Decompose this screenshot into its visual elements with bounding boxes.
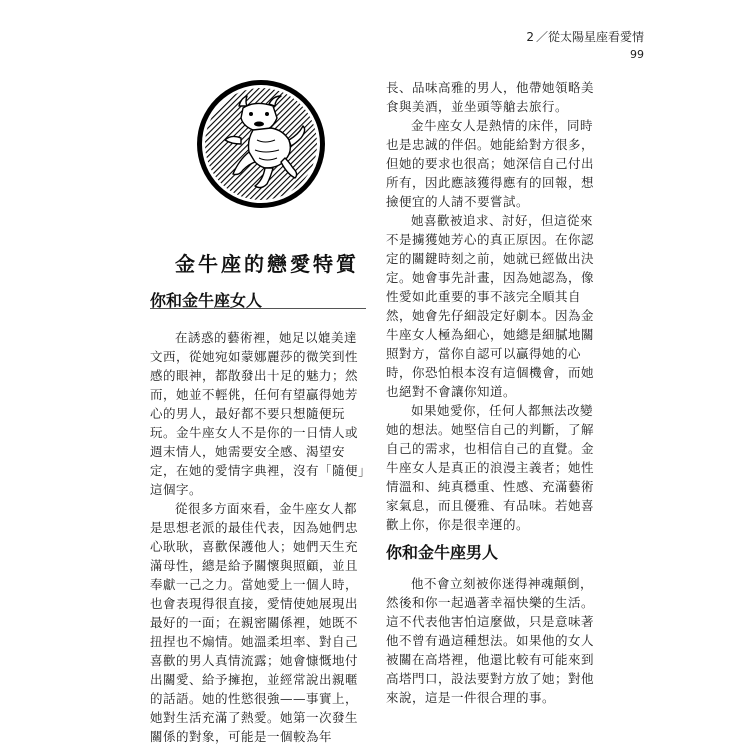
paragraph: 金牛座女人是熱情的床伴，同時也是忠誠的伴侶。她能給對方很多，但她的要求也很高；她深信自己付出所有，因此應該獲得應有的回報，想撿便宜的人請不要嘗試。 [386, 118, 595, 209]
section-heading-taurus-man: 你和金牛座男人 [386, 543, 499, 562]
right-column-text-bottom [386, 574, 604, 707]
paragraph: 如果她愛你，任何人都無法改變她的想法。她堅信自己的判斷，了解自己的需求，也相信自己的直覺。金牛座女人是真正的浪漫主義者；她性情溫和、純真穩重、性感、充滿藝術家氣息，而且優雅、有品味。若她喜歡上你，你是很幸運的。 [386, 403, 595, 532]
right-column-text [386, 78, 604, 534]
paragraph: 她喜歡被追求、討好，但這從來不是擄獲她芳心的真正原因。在你認定的關鍵時刻之前，她就已經做出決定。她會事先計畫，因為她認為，像性愛如此重要的事不該完全順其自然，她會先仔細設定好劇本。因為金牛座女人極為細心，她總是細膩地關照對方，當你自認可以贏得她的心時，你恐怕根本沒有這個機會，而她也絕對不會讓你知道。 [386, 213, 595, 399]
paragraph: 他不會立刻被你迷得神魂顛倒，然後和你一起過著幸福快樂的生活。這不代表他害怕這麼做，只是意味著他不曾有過這種想法。如果他的女人被關在高塔裡，他還比較有可能來到高塔門口，設法要對方放了她；對他來說，這是一件很合理的事。 [386, 576, 595, 705]
paragraph: 長、品味高雅的男人，他帶她領略美食與美酒，並坐頭等艙去旅行。 [386, 80, 595, 114]
page-title: 金牛座的戀愛特質 [175, 252, 359, 276]
page-number: 99 [630, 48, 644, 61]
paragraph: 從很多方面來看，金牛座女人都是思想老派的最佳代表，因為她們忠心耿耿，喜歡保護他人；她們天生充滿母性，總是給予關懷與照顧，並且奉獻一己之力。當她愛上一個人時，也會表現得很直接，愛情使她展現出最好的一面；在親密關係裡，她既不扭捏也不煽情。她溫柔坦率、對自己喜歡的男人真情流露；她會慷慨地付出關愛、給予擁抱，並經常說出親暱的話語。她的性慾很強——事實上，她對生活充滿了熱愛。她第一次發生關係的對象，可能是一個較為年 [150, 501, 359, 744]
chapter-title: 從太陽星座看愛情 [547, 30, 644, 44]
running-header [526, 30, 644, 62]
paragraph: 在誘惑的藝術裡，她足以媲美達文西，從她宛如蒙娜麗莎的微笑到性感的眼神，都散發出十足的魅力；然而，她並不輕佻，任何有望贏得她芳心的男人，最好都不要只想隨便玩玩。金牛座女人不是你的一日情人或週末情人，她需要安全感、渴望安定，在她的愛情字典裡，沒有「隨便」這個字。 [150, 330, 365, 497]
left-column-text [150, 328, 368, 746]
header-separator: ／ [535, 30, 548, 44]
heading-divider [150, 308, 366, 309]
section-heading-taurus-woman: 你和金牛座女人 [150, 291, 263, 310]
chapter-number: 2 [526, 30, 534, 44]
taurus-bull-icon [195, 78, 327, 210]
